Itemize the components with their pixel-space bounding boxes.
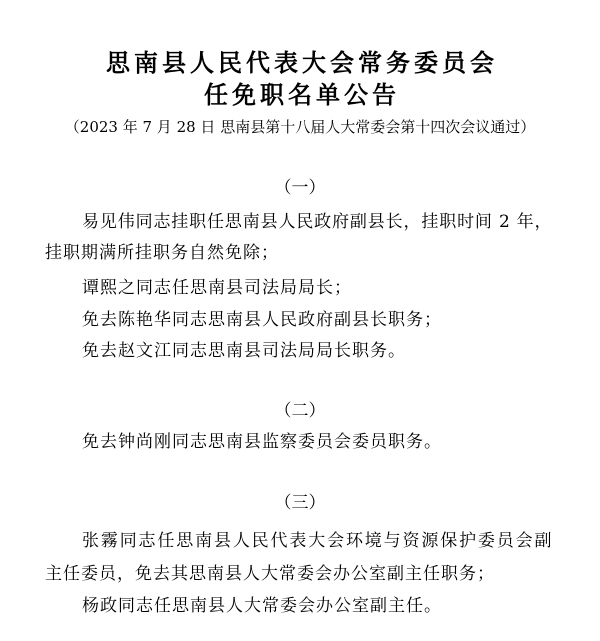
section-heading-2: （二） <box>274 401 326 421</box>
paragraph-line: 谭熙之同志任思南县司法局局长； <box>82 278 352 298</box>
paragraph-line: 杨政同志任思南县人大常委会办公室副主任。 <box>82 596 442 616</box>
paragraph-line: 易见伟同志挂职任思南县人民政府副县长，挂职时间 2 年， <box>82 212 552 232</box>
title-line-2: 任免职名单公告 <box>204 80 400 109</box>
meeting-note: （2023 年 7 月 28 日 思南县第十八届人大常委会第十四次会议通过） <box>64 118 536 136</box>
title-line-1: 思南县人民代表大会常务委员会 <box>106 48 498 77</box>
section-heading-3: （三） <box>274 493 326 513</box>
paragraph-line: 挂职期满所挂职务自然免除； <box>45 243 279 263</box>
paragraph-line: 主任委员，免去其思南县人大常委会办公室副主任职务； <box>45 564 495 584</box>
paragraph-line: 免去钟尚刚同志思南县监察委员会委员职务。 <box>82 432 442 452</box>
section-heading-1: （一） <box>274 178 326 198</box>
paragraph-line: 免去陈艳华同志思南县人民政府副县长职务； <box>82 310 442 330</box>
paragraph-line: 免去赵文江同志思南县司法局局长职务。 <box>82 341 406 361</box>
paragraph-line: 张霧同志任思南县人民代表大会环境与资源保护委员会副 <box>82 531 552 551</box>
